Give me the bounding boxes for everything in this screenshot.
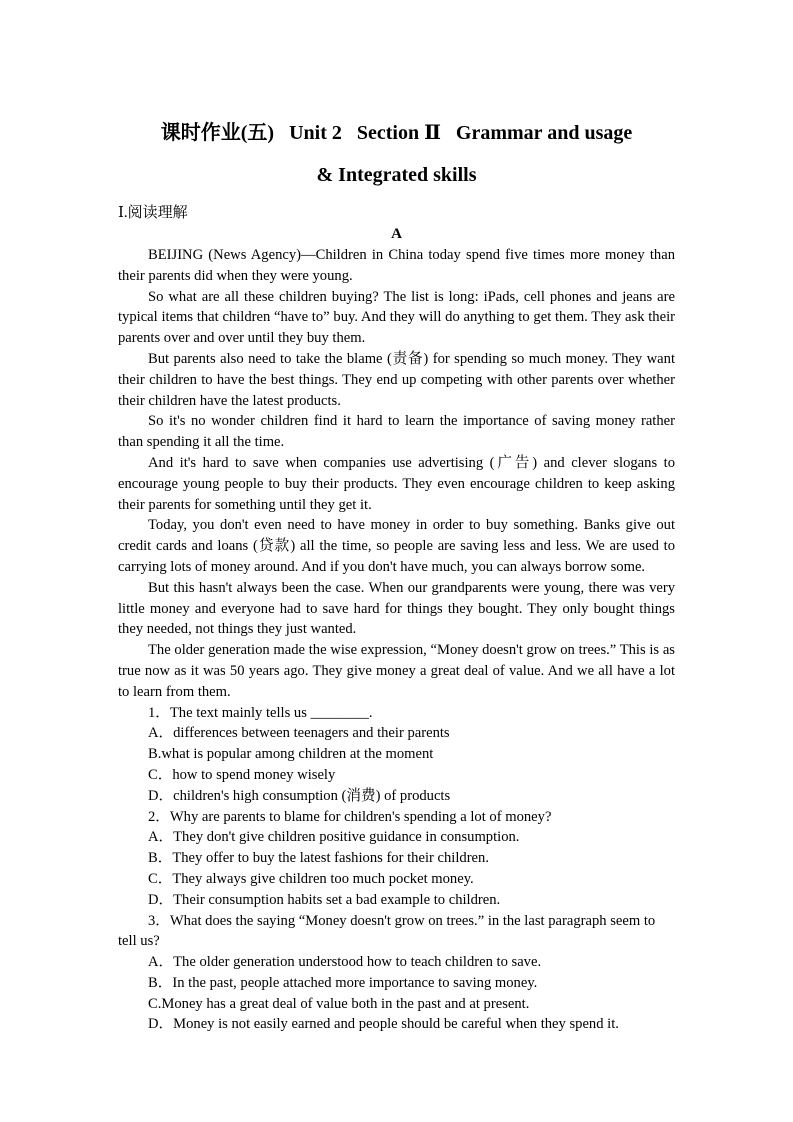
question-option: C.Money has a great deal of value both in the past and at present. (148, 995, 530, 1012)
passage-paragraph: So it's no wonder children find it hard to learn the importance of saving money rather than spending it all the time. (118, 413, 675, 451)
question-block (118, 807, 675, 911)
passage-paragraph: BEIJING (News Agency)—Children in China today spend five times more money than their parents did when they were young. (118, 247, 675, 284)
question-option: B．In the past, people attached more importance to saving money. (148, 974, 538, 991)
question-stem: 3．What does the saying “Money doesn't grow on trees.” in the last paragraph seem to tell us? (118, 912, 656, 950)
question-option: A．The older generation understood how to teach children to save. (148, 954, 542, 971)
passage-label: A (391, 226, 402, 242)
passage-paragraph: So what are all these children buying? The list is long: iPads, cell phones and jeans are typical items that children “have to” buy. And they will do anything to get them. They ask their parents over and over until they buy them. (118, 288, 675, 347)
question-option: D．Their consumption habits set a bad example to children. (148, 891, 501, 908)
question-option: D．Money is not easily earned and people should be careful when they spend it. (148, 1016, 619, 1033)
passage-paragraph: And it's hard to save when companies use advertising (广告) and clever slogans to encourage young people to buy their products. They even encourage children to keep asking their parents for something until they get it. (118, 454, 675, 513)
question-option: B.what is popular among children at the moment (148, 746, 434, 763)
question-option: C．how to spend money wisely (148, 766, 336, 783)
passage-paragraph: But parents also need to take the blame (责备) for spending so much money. They want their children to have the best things. They end up competing with other parents over whether their children have the latest products. (118, 350, 675, 409)
passage-paragraph: But this hasn't always been the case. When our grandparents were young, there was very little money and everyone had to save hard for things they bought. They only bought things they needed, not things they just wanted. (118, 579, 675, 638)
question-block (118, 703, 675, 807)
question-stem: 1．The text mainly tells us ________. (148, 704, 373, 721)
question-option: A．They don't give children positive guidance in consumption. (148, 829, 520, 846)
page-title-line-2: & Integrated skills (316, 164, 477, 186)
question-option: C．They always give children too much pocket money. (148, 870, 474, 887)
question-list (118, 703, 675, 1036)
section-heading: Ⅰ.阅读理解 (118, 205, 188, 221)
page-title-line-1: 课时作业(五) Unit 2 Section Ⅱ Grammar and usage (160, 122, 633, 144)
worksheet-page (118, 112, 675, 1035)
question-option: A．differences between teenagers and their parents (148, 725, 450, 742)
question-option: D．children's high consumption (消费) of products (148, 787, 451, 804)
question-option: B．They offer to buy the latest fashions for their children. (148, 850, 489, 867)
question-stem: 2．Why are parents to blame for children's spending a lot of money? (148, 808, 552, 825)
question-block (118, 911, 675, 1036)
reading-passage (118, 245, 675, 703)
passage-paragraph: The older generation made the wise expression, “Money doesn't grow on trees.” This is as true now as it was 50 years ago. They give money a great deal of value. And we all have a lot to learn from them. (118, 642, 675, 700)
passage-paragraph: Today, you don't even need to have money in order to buy something. Banks give out credit cards and loans (贷款) all the time, so people are saving less and less. We are used to carrying lots of money around. And if you don't have much, you can always borrow some. (118, 517, 675, 575)
